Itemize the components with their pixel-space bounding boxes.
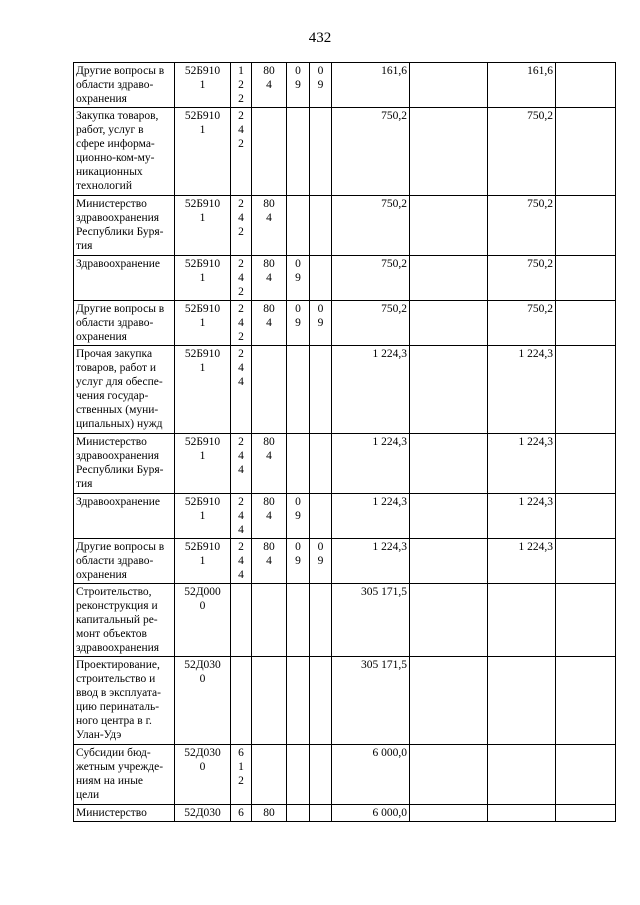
cell-line: технологий [76, 180, 132, 192]
cell-line: охранения [76, 93, 127, 105]
cell-amount-3 [488, 657, 556, 745]
cell-line: 4 [238, 212, 244, 224]
cell-line: услуг для обеспе- [76, 376, 163, 388]
cell-amount-2 [410, 745, 488, 805]
cell-amount-4 [556, 434, 616, 494]
cell-line: 9 [317, 79, 324, 91]
cell-line: 2 [238, 258, 244, 270]
cell-section [287, 346, 310, 434]
cell-amount-4 [556, 256, 616, 301]
cell-line: 52Б910 [184, 303, 221, 315]
cell-amount-2 [410, 108, 488, 196]
cell-line: 2 [238, 79, 244, 91]
cell-subsection [310, 805, 332, 822]
cell-line: 4 [238, 569, 244, 581]
cell-name [74, 63, 175, 108]
cell-line: области здраво- [76, 555, 154, 567]
cell-amount-3: 750,2 [488, 256, 556, 301]
cell-ministry-code [252, 63, 287, 108]
cell-target-code [175, 63, 231, 108]
table-row [74, 196, 616, 256]
cell-line: чения государ- [76, 390, 149, 402]
cell-amount-1: 1 224,3 [332, 494, 410, 539]
cell-line: Другие вопросы в [76, 303, 165, 315]
cell-line: ципальных) нужд [76, 418, 163, 430]
cell-amount-1: 1 224,3 [332, 346, 410, 434]
cell-section [287, 434, 310, 494]
cell-line: 80 [263, 258, 275, 270]
table-row [74, 63, 616, 108]
cell-line: 6 [238, 747, 244, 759]
cell-subsection [310, 346, 332, 434]
cell-line: 80 [263, 807, 275, 819]
table-row [74, 108, 616, 196]
budget-table [73, 62, 616, 822]
cell-subsection [310, 584, 332, 657]
cell-ministry-code [252, 494, 287, 539]
cell-subsection [310, 434, 332, 494]
cell-line: реконструкция и [76, 600, 158, 612]
cell-line: 4 [238, 524, 244, 536]
cell-line: цию перинаталь- [76, 701, 160, 713]
budget-table-body [74, 63, 616, 822]
cell-line: Министерство [76, 436, 147, 448]
cell-line: 0 [199, 761, 206, 773]
cell-line: тия [76, 240, 93, 252]
cell-line: охранения [76, 569, 127, 581]
cell-name [74, 745, 175, 805]
cell-amount-1: 750,2 [332, 196, 410, 256]
cell-line: 9 [317, 317, 324, 329]
cell-amount-2 [410, 256, 488, 301]
cell-name [74, 805, 175, 822]
cell-expense-type [231, 494, 252, 539]
cell-line: 1 [199, 212, 206, 224]
cell-amount-4 [556, 539, 616, 584]
cell-line: 2 [238, 286, 244, 298]
cell-line: Закупка товаров, [76, 110, 159, 122]
cell-line: жетным учрежде- [76, 761, 164, 773]
cell-line: 4 [266, 510, 272, 522]
cell-line: 2 [238, 226, 244, 238]
cell-line: 52Б910 [184, 198, 221, 210]
cell-section [287, 539, 310, 584]
cell-line: 1 [199, 362, 206, 374]
table-row [74, 805, 616, 822]
cell-line: 9 [295, 510, 301, 522]
cell-expense-type [231, 657, 252, 745]
cell-line: 2 [238, 110, 244, 122]
cell-amount-2 [410, 494, 488, 539]
cell-line: 2 [238, 331, 244, 343]
cell-target-code [175, 256, 231, 301]
cell-expense-type [231, 539, 252, 584]
cell-line: 52Д030 [184, 659, 221, 671]
cell-line: товаров, работ и [76, 362, 157, 374]
cell-section [287, 584, 310, 657]
cell-line: сфере информа- [76, 138, 155, 150]
cell-amount-1: 750,2 [332, 108, 410, 196]
cell-line: никационных [76, 166, 143, 178]
cell-expense-type [231, 256, 252, 301]
cell-target-code [175, 805, 231, 822]
cell-line: здравоохранения [76, 212, 160, 224]
cell-amount-1: 6 000,0 [332, 745, 410, 805]
cell-amount-4 [556, 584, 616, 657]
cell-line: 1 [199, 317, 206, 329]
cell-line: 9 [295, 555, 301, 567]
cell-amount-1: 305 171,5 [332, 584, 410, 657]
cell-line: 2 [238, 303, 244, 315]
cell-line: 4 [238, 317, 244, 329]
cell-target-code [175, 584, 231, 657]
cell-expense-type [231, 434, 252, 494]
cell-name [74, 584, 175, 657]
cell-line: 4 [266, 79, 272, 91]
cell-line: Прочая закупка [76, 348, 153, 360]
cell-line: 0 [199, 600, 206, 612]
cell-amount-2 [410, 805, 488, 822]
cell-section [287, 196, 310, 256]
cell-ministry-code [252, 108, 287, 196]
cell-line: 4 [238, 464, 244, 476]
cell-line: 2 [238, 436, 244, 448]
cell-line: Республики Буря- [76, 226, 164, 238]
cell-amount-3 [488, 584, 556, 657]
cell-amount-2 [410, 539, 488, 584]
cell-line: Республики Буря- [76, 464, 164, 476]
cell-subsection [310, 539, 332, 584]
cell-amount-2 [410, 63, 488, 108]
cell-ministry-code [252, 346, 287, 434]
cell-line: ниям на иные [76, 775, 144, 787]
cell-target-code [175, 108, 231, 196]
table-row [74, 256, 616, 301]
cell-line: ного центра в г. [76, 715, 152, 727]
cell-line: охранения [76, 331, 127, 343]
cell-amount-2 [410, 196, 488, 256]
table-row [74, 745, 616, 805]
cell-line: Здравоохранение [76, 258, 161, 270]
cell-ministry-code [252, 196, 287, 256]
cell-line: 52Б910 [184, 258, 221, 270]
cell-subsection [310, 63, 332, 108]
cell-name [74, 301, 175, 346]
cell-section [287, 108, 310, 196]
cell-subsection [310, 256, 332, 301]
cell-ministry-code [252, 301, 287, 346]
cell-line: 52Д030 [184, 807, 221, 819]
cell-target-code [175, 657, 231, 745]
cell-amount-2 [410, 657, 488, 745]
cell-line: здравоохранения [76, 642, 160, 654]
cell-line: 4 [266, 555, 272, 567]
cell-ministry-code [252, 745, 287, 805]
cell-amount-1: 161,6 [332, 63, 410, 108]
cell-line: 1 [199, 79, 206, 91]
cell-line: 0 [295, 258, 301, 270]
cell-ministry-code [252, 539, 287, 584]
cell-line: 2 [238, 541, 244, 553]
cell-amount-4 [556, 657, 616, 745]
cell-line: 1 [238, 761, 244, 773]
cell-line: Здравоохранение [76, 496, 161, 508]
cell-line: 52Д030 [184, 747, 221, 759]
cell-line: 1 [199, 124, 206, 136]
cell-amount-4 [556, 301, 616, 346]
cell-amount-3: 750,2 [488, 196, 556, 256]
cell-ministry-code [252, 805, 287, 822]
cell-line: области здраво- [76, 79, 154, 91]
cell-line: 80 [263, 496, 275, 508]
cell-line: 1 [199, 272, 206, 284]
cell-target-code [175, 539, 231, 584]
cell-line: Строительство, [76, 586, 152, 598]
cell-amount-2 [410, 346, 488, 434]
cell-line: 0 [317, 303, 324, 315]
cell-amount-3: 1 224,3 [488, 539, 556, 584]
cell-line: 52Д000 [184, 586, 221, 598]
cell-target-code [175, 745, 231, 805]
cell-amount-4 [556, 745, 616, 805]
cell-line: 1 [238, 65, 244, 77]
cell-section [287, 805, 310, 822]
cell-amount-1: 750,2 [332, 301, 410, 346]
cell-line: 9 [317, 555, 324, 567]
cell-line: 0 [317, 65, 324, 77]
cell-line: 4 [266, 450, 272, 462]
cell-line: цели [76, 789, 100, 801]
cell-line: 4 [238, 510, 244, 522]
cell-target-code [175, 346, 231, 434]
cell-amount-4 [556, 346, 616, 434]
cell-subsection [310, 657, 332, 745]
cell-line: тия [76, 478, 93, 490]
cell-section [287, 301, 310, 346]
cell-subsection [310, 196, 332, 256]
cell-name [74, 494, 175, 539]
cell-line: Министерство [76, 807, 147, 819]
table-row [74, 346, 616, 434]
cell-amount-1: 750,2 [332, 256, 410, 301]
cell-amount-3: 750,2 [488, 301, 556, 346]
cell-amount-3 [488, 805, 556, 822]
cell-line: 80 [263, 303, 275, 315]
cell-amount-4 [556, 63, 616, 108]
cell-line: 4 [238, 555, 244, 567]
cell-line: 4 [238, 124, 244, 136]
cell-target-code [175, 494, 231, 539]
cell-line: капитальный ре- [76, 614, 158, 626]
cell-expense-type [231, 301, 252, 346]
cell-expense-type [231, 346, 252, 434]
cell-line: ственных (муни- [76, 404, 159, 416]
cell-line: Другие вопросы в [76, 541, 165, 553]
cell-name [74, 434, 175, 494]
cell-amount-1: 1 224,3 [332, 539, 410, 584]
cell-target-code [175, 301, 231, 346]
cell-line: 52Б910 [184, 65, 221, 77]
cell-line: 6 [238, 807, 244, 819]
cell-line: 2 [238, 775, 244, 787]
cell-line: 0 [295, 541, 301, 553]
cell-amount-2 [410, 434, 488, 494]
cell-amount-3: 1 224,3 [488, 346, 556, 434]
cell-ministry-code [252, 256, 287, 301]
cell-line: 1 [199, 555, 206, 567]
cell-line: 1 [199, 450, 206, 462]
page-number: 432 [308, 30, 332, 46]
cell-line: 2 [238, 496, 244, 508]
cell-line: работ, услуг в [76, 124, 144, 136]
cell-subsection [310, 301, 332, 346]
cell-line: 80 [263, 198, 275, 210]
cell-amount-3: 1 224,3 [488, 494, 556, 539]
cell-line: здравоохранения [76, 450, 160, 462]
cell-name [74, 657, 175, 745]
cell-line: строительство и [76, 673, 156, 685]
cell-amount-2 [410, 301, 488, 346]
cell-expense-type [231, 745, 252, 805]
cell-amount-3: 1 224,3 [488, 434, 556, 494]
table-row [74, 539, 616, 584]
cell-line: 9 [295, 272, 301, 284]
cell-line: 4 [238, 272, 244, 284]
cell-subsection [310, 108, 332, 196]
cell-amount-4 [556, 196, 616, 256]
cell-line: 4 [238, 450, 244, 462]
cell-line: Субсидии бюд- [76, 747, 151, 759]
cell-line: 0 [295, 65, 301, 77]
cell-line: монт объектов [76, 628, 147, 640]
cell-line: 2 [238, 93, 244, 105]
cell-name [74, 346, 175, 434]
cell-line: 9 [295, 317, 301, 329]
cell-line: Министерство [76, 198, 147, 210]
cell-line: 0 [199, 673, 206, 685]
cell-expense-type [231, 584, 252, 657]
cell-name [74, 108, 175, 196]
cell-line: 0 [317, 541, 324, 553]
cell-amount-4 [556, 494, 616, 539]
cell-line: 0 [295, 303, 301, 315]
cell-amount-4 [556, 108, 616, 196]
cell-line: Другие вопросы в [76, 65, 165, 77]
cell-expense-type [231, 196, 252, 256]
cell-line: 80 [263, 65, 275, 77]
cell-amount-3 [488, 745, 556, 805]
cell-line: 2 [238, 198, 244, 210]
cell-ministry-code [252, 657, 287, 745]
cell-line: 4 [238, 362, 244, 374]
cell-line: 52Б910 [184, 541, 221, 553]
cell-line: 52Б910 [184, 436, 221, 448]
cell-line: области здраво- [76, 317, 154, 329]
cell-line: 0 [295, 496, 301, 508]
cell-section [287, 657, 310, 745]
cell-amount-2 [410, 584, 488, 657]
cell-line: 4 [266, 272, 272, 284]
cell-subsection [310, 494, 332, 539]
cell-amount-4 [556, 805, 616, 822]
table-row [74, 494, 616, 539]
cell-line: Улан-Удэ [76, 729, 122, 741]
cell-line: 2 [238, 138, 244, 150]
cell-subsection [310, 745, 332, 805]
cell-target-code [175, 434, 231, 494]
cell-line: ввод в эксплуата- [76, 687, 161, 699]
cell-line: 52Б910 [184, 110, 221, 122]
cell-section [287, 256, 310, 301]
cell-amount-1: 1 224,3 [332, 434, 410, 494]
cell-line: 9 [295, 79, 301, 91]
cell-section [287, 63, 310, 108]
cell-amount-3: 750,2 [488, 108, 556, 196]
cell-name [74, 256, 175, 301]
cell-ministry-code [252, 584, 287, 657]
cell-line: 80 [263, 436, 275, 448]
cell-line: 1 [199, 510, 206, 522]
cell-line: 52Б910 [184, 348, 221, 360]
cell-name [74, 539, 175, 584]
table-row [74, 657, 616, 745]
cell-line: 2 [238, 348, 244, 360]
cell-line: 52Б910 [184, 496, 221, 508]
table-row [74, 301, 616, 346]
cell-expense-type [231, 63, 252, 108]
cell-section [287, 494, 310, 539]
cell-ministry-code [252, 434, 287, 494]
cell-line: Проектирование, [76, 659, 160, 671]
cell-amount-3: 161,6 [488, 63, 556, 108]
cell-expense-type [231, 805, 252, 822]
cell-line: ционно-ком-му- [76, 152, 155, 164]
cell-section [287, 745, 310, 805]
cell-expense-type [231, 108, 252, 196]
cell-name [74, 196, 175, 256]
cell-line: 4 [238, 376, 244, 388]
table-row [74, 434, 616, 494]
cell-amount-1: 6 000,0 [332, 805, 410, 822]
cell-line: 4 [266, 317, 272, 329]
table-row [74, 584, 616, 657]
cell-amount-1: 305 171,5 [332, 657, 410, 745]
cell-target-code [175, 196, 231, 256]
cell-line: 4 [266, 212, 272, 224]
cell-line: 80 [263, 541, 275, 553]
